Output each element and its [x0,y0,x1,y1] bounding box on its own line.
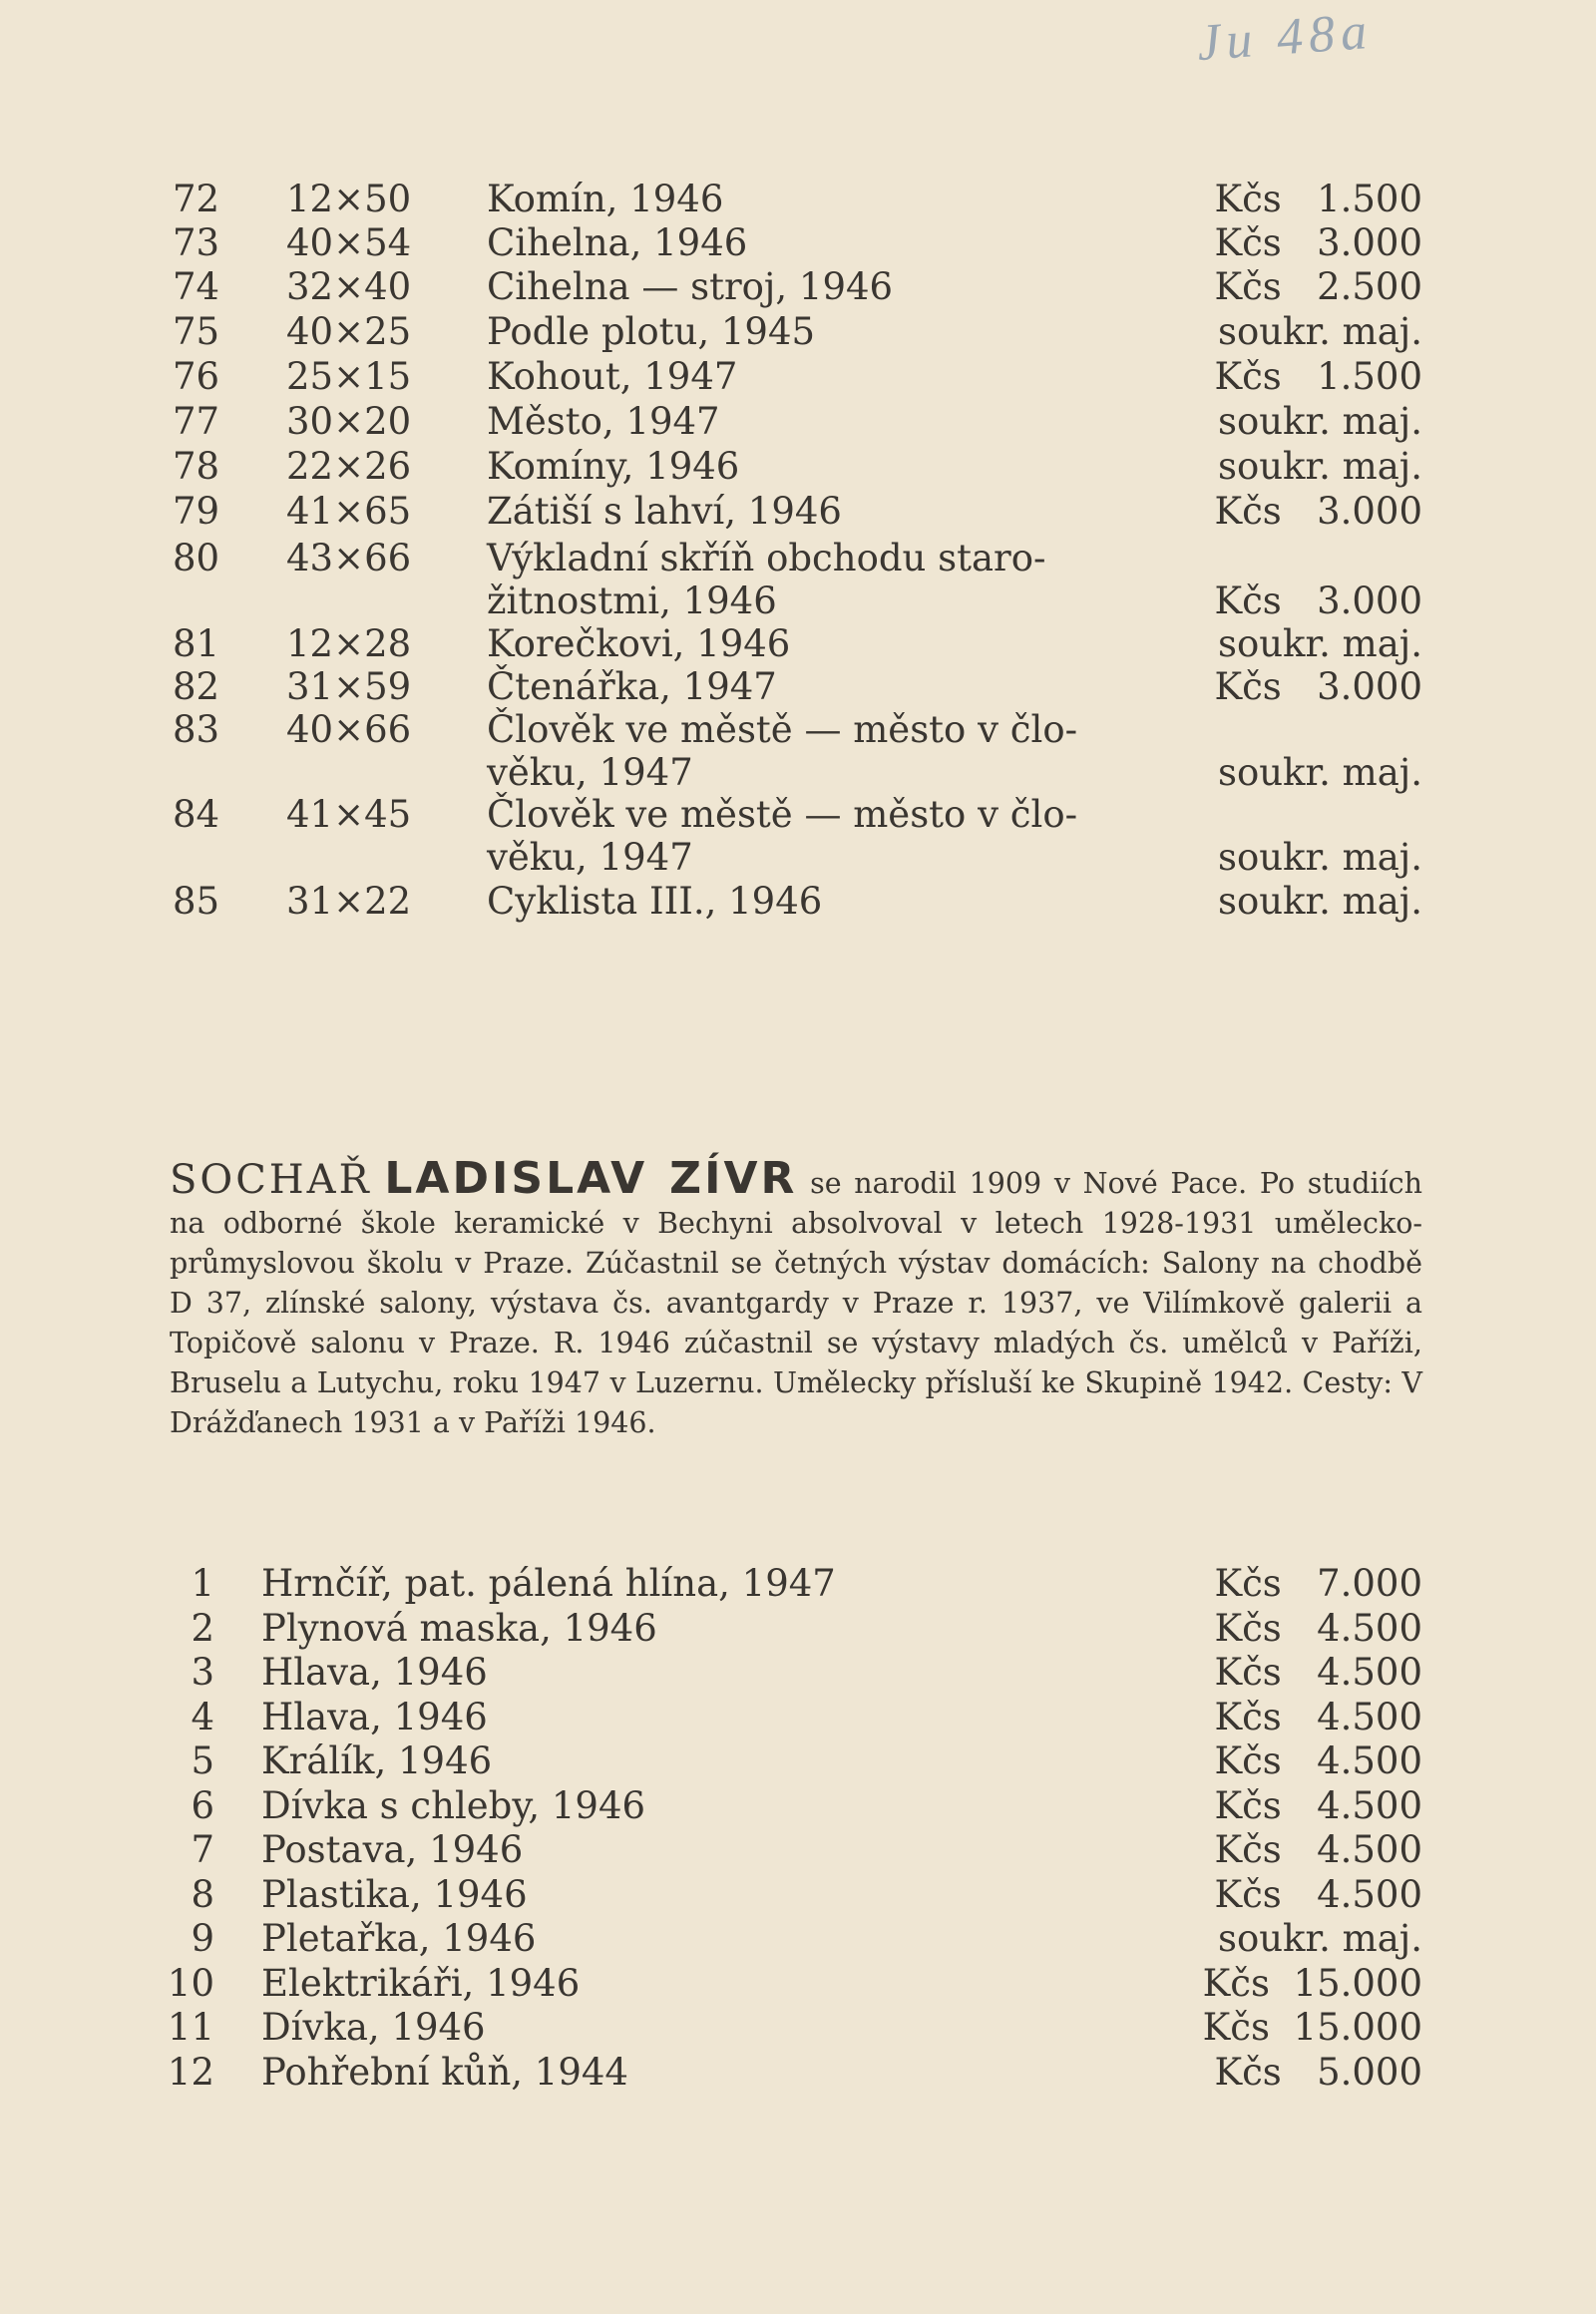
sculpture-price: Kčs 4.500 [1214,1873,1422,1916]
painting-dimensions: 40×54 [286,221,412,264]
painting-price: soukr. maj. [1217,445,1422,488]
sculpture-price: soukr. maj. [1217,1917,1422,1960]
sculpture-price: Kčs 4.500 [1214,1651,1422,1694]
sculpture-price: Kčs 4.500 [1214,1784,1422,1827]
sculpture-title: Pletařka, 1946 [261,1917,537,1960]
painting-title: Město, 1947 [487,400,720,443]
painting-number: 85 [173,880,220,923]
painting-title: Čtenářka, 1947 [487,665,777,708]
painting-dimensions: 41×65 [286,490,412,533]
sculpture-number: 11 [167,2006,214,2049]
handwritten-note: Ju 48a [1195,2,1375,73]
sculpture-title: Plastika, 1946 [261,1873,528,1916]
painting-number: 77 [173,400,220,443]
painting-title: Podle plotu, 1945 [487,310,816,353]
sculpture-number: 2 [191,1607,214,1650]
sculpture-number: 8 [191,1873,214,1916]
painting-title: Korečkovi, 1946 [487,622,791,665]
painting-dimensions: 31×22 [286,880,412,923]
painting-price: Kčs 3.000 [1214,579,1422,622]
sculpture-price: Kčs 5.000 [1214,2051,1422,2094]
painting-dimensions: 41×45 [286,793,412,836]
painting-price: Kčs 3.000 [1214,221,1422,264]
painting-title: Komín, 1946 [487,178,724,220]
painting-number: 82 [173,665,220,708]
painting-dimensions: 32×40 [286,265,412,308]
painting-title: Komíny, 1946 [487,445,740,488]
sculpture-price: Kčs 4.500 [1214,1607,1422,1650]
painting-title: Kohout, 1947 [487,355,738,398]
painting-price: soukr. maj. [1217,751,1422,794]
painting-number: 73 [173,221,220,264]
painting-number: 75 [173,310,220,353]
sculpture-number: 6 [191,1784,214,1827]
painting-number: 80 [173,537,220,579]
sculpture-title: Elektrikáři, 1946 [261,1962,581,2005]
sculpture-title: Hrnčíř, pat. pálená hlína, 1947 [261,1562,836,1605]
sculpture-number: 1 [191,1562,214,1605]
painting-price: soukr. maj. [1217,310,1422,353]
painting-dimensions: 12×50 [286,178,412,220]
sculpture-number: 3 [191,1651,214,1694]
painting-price: soukr. maj. [1217,880,1422,923]
sculpture-title: Pohřební kůň, 1944 [261,2051,628,2094]
sculpture-number: 10 [167,1962,214,2005]
sculpture-number: 7 [191,1828,214,1871]
painting-dimensions: 40×25 [286,310,412,353]
painting-title: Cyklista III., 1946 [487,880,823,923]
sculpture-title: Plynová maska, 1946 [261,1607,657,1650]
artist-name: LADISLAV ZÍVR [384,1153,798,1204]
sculpture-number: 12 [167,2051,214,2094]
painting-number: 84 [173,793,220,836]
sculpture-title: Hlava, 1946 [261,1651,488,1694]
painting-price: Kčs 2.500 [1214,265,1422,308]
painting-price: soukr. maj. [1217,622,1422,665]
sculpture-price: Kčs 15.000 [1202,2006,1422,2049]
sculpture-price: Kčs 4.500 [1214,1828,1422,1871]
painting-dimensions: 31×59 [286,665,412,708]
painting-dimensions: 25×15 [286,355,412,398]
sculpture-number: 5 [191,1739,214,1782]
painting-number: 74 [173,265,220,308]
painting-number: 81 [173,622,220,665]
sculpture-title: Dívka, 1946 [261,2006,486,2049]
sculpture-number: 9 [191,1917,214,1960]
painting-title-continued: žitnostmi, 1946 [487,579,777,622]
sculpture-price: Kčs 7.000 [1214,1562,1422,1605]
painting-price: soukr. maj. [1217,400,1422,443]
painting-title: Výkladní skříň obchodu staro- [487,537,1046,579]
painting-price: Kčs 1.500 [1214,178,1422,220]
sculpture-price: Kčs 15.000 [1202,1962,1422,2005]
painting-title-continued: věku, 1947 [487,836,693,879]
painting-number: 83 [173,708,220,751]
painting-title: Člověk ve městě — město v člo- [487,793,1078,836]
painting-dimensions: 43×66 [286,537,412,579]
painting-title: Člověk ve městě — město v člo- [487,708,1078,751]
painting-number: 72 [173,178,220,220]
painting-title-continued: věku, 1947 [487,751,693,794]
painting-dimensions: 22×26 [286,445,412,488]
painting-dimensions: 40×66 [286,708,412,751]
painting-dimensions: 12×28 [286,622,412,665]
painting-price: Kčs 3.000 [1214,665,1422,708]
painting-title: Zátiší s lahví, 1946 [487,490,842,533]
painting-number: 78 [173,445,220,488]
bio-text: se narodil 1909 v Nové Pace. Po studiích na odborné škole keramické v Bechyni absolvoval v letech 1928-1931 umělecko-průmyslovou školu v Praze. Zúčastnil se četných výstav domácích: Salony na chodbě D 37, zlínské salony, výstava čs. avantgardy v Praze r. 1937, ve Vilímkově galerii a Topičově salonu v Praze. R. 1946 zúčastnil se výstavy mladých čs. umělců v Paříži, Bruselu a Lutychu, roku 1947 v Luzernu. Umělecky přísluší ke Skupině 1942. Cesty: V Drážďanech 1931 a v Paříži 1946. [170,1167,1422,1439]
painting-title: Cihelna — stroj, 1946 [487,265,894,308]
painting-number: 76 [173,355,220,398]
sculpture-title: Hlava, 1946 [261,1696,488,1738]
sculpture-price: Kčs 4.500 [1214,1696,1422,1738]
bio-lead: SOCHAŘ [170,1157,372,1203]
sculpture-title: Postava, 1946 [261,1828,524,1871]
sculpture-number: 4 [191,1696,214,1738]
painting-title: Cihelna, 1946 [487,221,748,264]
painting-price: Kčs 1.500 [1214,355,1422,398]
artist-biography [170,1153,1422,1443]
sculpture-title: Králík, 1946 [261,1739,493,1782]
painting-number: 79 [173,490,220,533]
painting-price: soukr. maj. [1217,836,1422,879]
sculpture-title: Dívka s chleby, 1946 [261,1784,646,1827]
painting-price: Kčs 3.000 [1214,490,1422,533]
painting-dimensions: 30×20 [286,400,412,443]
sculpture-price: Kčs 4.500 [1214,1739,1422,1782]
